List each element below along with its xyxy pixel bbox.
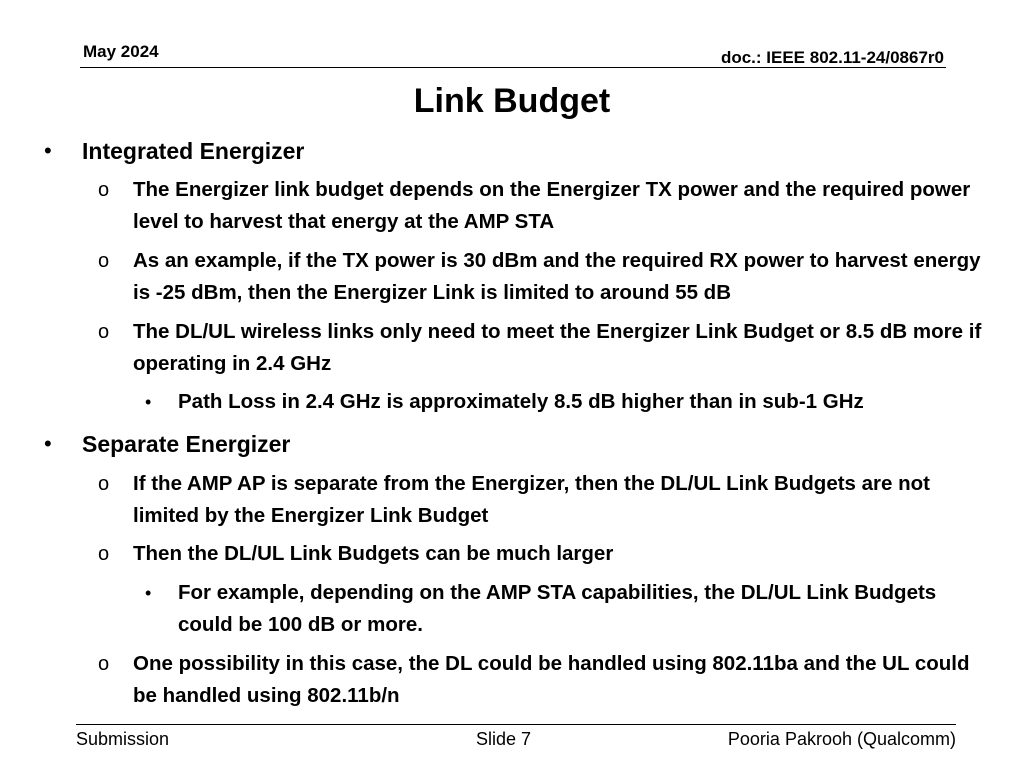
sub-bullet-marker: o: [98, 321, 110, 343]
sub-bullet-marker: o: [98, 543, 110, 565]
slide-title: Link Budget: [413, 82, 611, 120]
sub-bullet-one-possibility: One possibility in this case, the DL could be handled using 802.11ba and the UL could be handled using 802.11b/n: [133, 652, 970, 707]
footer-author: Pooria Pakrooh (Qualcomm): [727, 729, 956, 749]
bullet-integrated-energizer: Integrated Energizer: [82, 138, 305, 164]
sub-bullet-dl-ul-links: The DL/UL wireless links only need to meet the Energizer Link Budget or 8.5 dB more if operating in 2.4 GHz: [133, 320, 982, 375]
sub-bullet-marker: o: [98, 653, 110, 675]
bullet-separate-energizer: Separate Energizer: [82, 431, 291, 457]
header-date: May 2024: [83, 42, 159, 61]
footer-rule: [76, 724, 956, 725]
bullet-marker: •: [44, 138, 52, 163]
sub-bullet-example-tx-power: As an example, if the TX power is 30 dBm and the required RX power to harvest energy is -25 dBm, then the Energizer Link is limited to around 55 dB: [133, 249, 981, 304]
footer-slide-number: Slide 7: [476, 729, 532, 749]
sub-sub-bullet-example-100db: For example, depending on the AMP STA capabilities, the DL/UL Link Budgets could be 100 dB or more.: [178, 581, 937, 636]
bullet-marker: •: [44, 431, 52, 456]
sub-bullet-marker: o: [98, 473, 110, 495]
sub-bullet-much-larger: Then the DL/UL Link Budgets can be much larger: [133, 542, 614, 565]
sub-bullet-link-budget-depends: The Energizer link budget depends on the Energizer TX power and the required power level to harvest that energy at the AMP STA: [133, 178, 971, 233]
sub-bullet-amp-ap-separate: If the AMP AP is separate from the Energizer, then the DL/UL Link Budgets are not limited by the Energizer Link Budget: [133, 472, 930, 527]
sub-sub-bullet-marker: •: [145, 392, 152, 412]
sub-sub-bullet-marker: •: [145, 583, 152, 603]
footer-submission: Submission: [76, 729, 170, 749]
header-rule: [80, 67, 946, 68]
sub-sub-bullet-path-loss: Path Loss in 2.4 GHz is approximately 8.5 dB higher than in sub-1 GHz: [178, 390, 864, 413]
sub-bullet-marker: o: [98, 179, 110, 201]
header-doc-id: doc.: IEEE 802.11-24/0867r0: [720, 48, 944, 67]
sub-bullet-marker: o: [98, 250, 110, 272]
